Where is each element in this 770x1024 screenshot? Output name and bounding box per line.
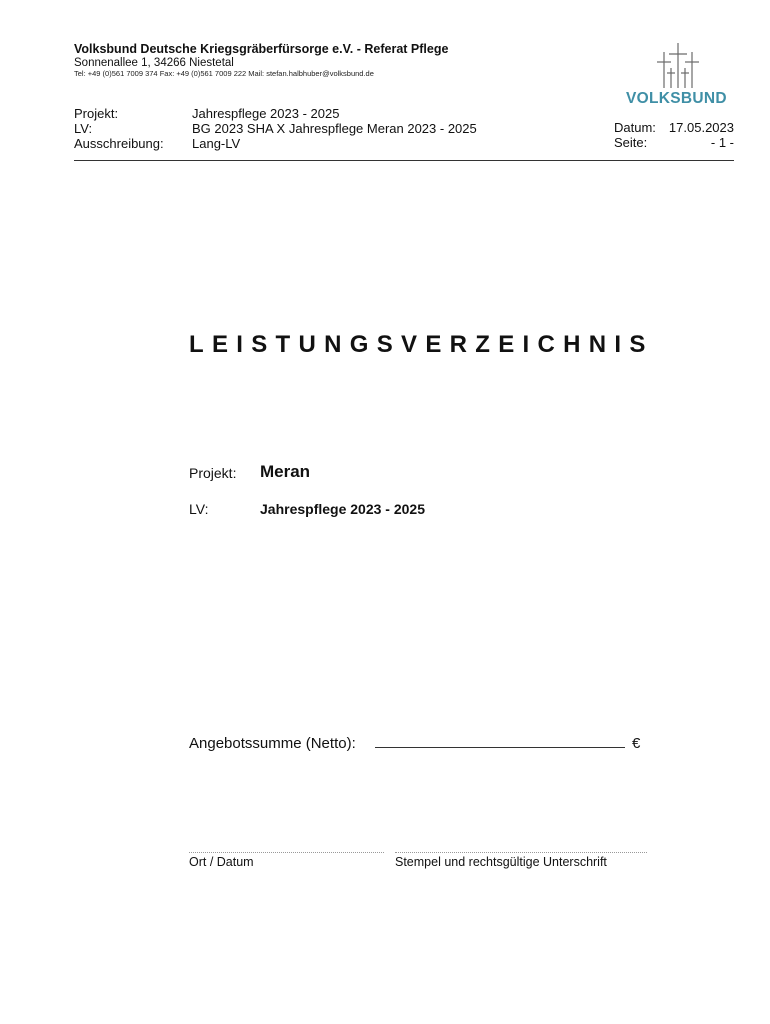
organization-name: Volksbund Deutsche Kriegsgräberfürsorge e.V. - Referat Pflege xyxy=(74,42,449,56)
offer-sum-label: Angebotssumme (Netto): xyxy=(189,735,356,752)
date-value: 17.05.2023 xyxy=(668,120,734,135)
date-labels xyxy=(614,120,656,150)
place-date-field[interactable] xyxy=(189,852,384,853)
meta-label-projekt: Projekt: xyxy=(74,106,119,121)
document-title: LEISTUNGSVERZEICHNIS xyxy=(189,331,654,358)
header-divider xyxy=(74,160,734,161)
meta-value-ausschreibung: Lang-LV xyxy=(192,136,241,151)
organization-contact: Tel: +49 (0)561 7009 374 Fax: +49 (0)561 7009 222 Mail: stefan.halbhuber@volksbund.de xyxy=(74,69,374,78)
meta-label-ausschreibung: Ausschreibung: xyxy=(74,136,164,151)
signature-label: Stempel und rechtsgültige Unterschrift xyxy=(395,855,607,869)
project-label: Projekt: xyxy=(189,465,237,481)
lv-label: LV: xyxy=(189,501,209,517)
meta-label-lv: LV: xyxy=(74,121,93,136)
meta-value-lv: BG 2023 SHA X Jahrespflege Meran 2023 - 2025 xyxy=(192,121,477,136)
date-values xyxy=(660,120,734,150)
place-date-label: Ort / Datum xyxy=(189,855,254,869)
project-value: Meran xyxy=(260,462,311,481)
meta-values xyxy=(192,106,477,151)
organization-address: Sonnenallee 1, 34266 Niestetal xyxy=(74,57,234,69)
offer-sum-field[interactable] xyxy=(375,747,625,748)
meta-labels xyxy=(74,106,164,151)
date-label: Datum: xyxy=(614,120,656,135)
currency-symbol: € xyxy=(632,735,641,752)
meta-value-projekt: Jahrespflege 2023 - 2025 xyxy=(192,106,340,121)
signature-field[interactable] xyxy=(395,852,647,853)
page-number: - 1 - xyxy=(710,135,734,150)
volksbund-logo-text: VOLKSBUND xyxy=(626,90,727,107)
page-label: Seite: xyxy=(614,135,648,150)
lv-value: Jahrespflege 2023 - 2025 xyxy=(260,501,425,517)
